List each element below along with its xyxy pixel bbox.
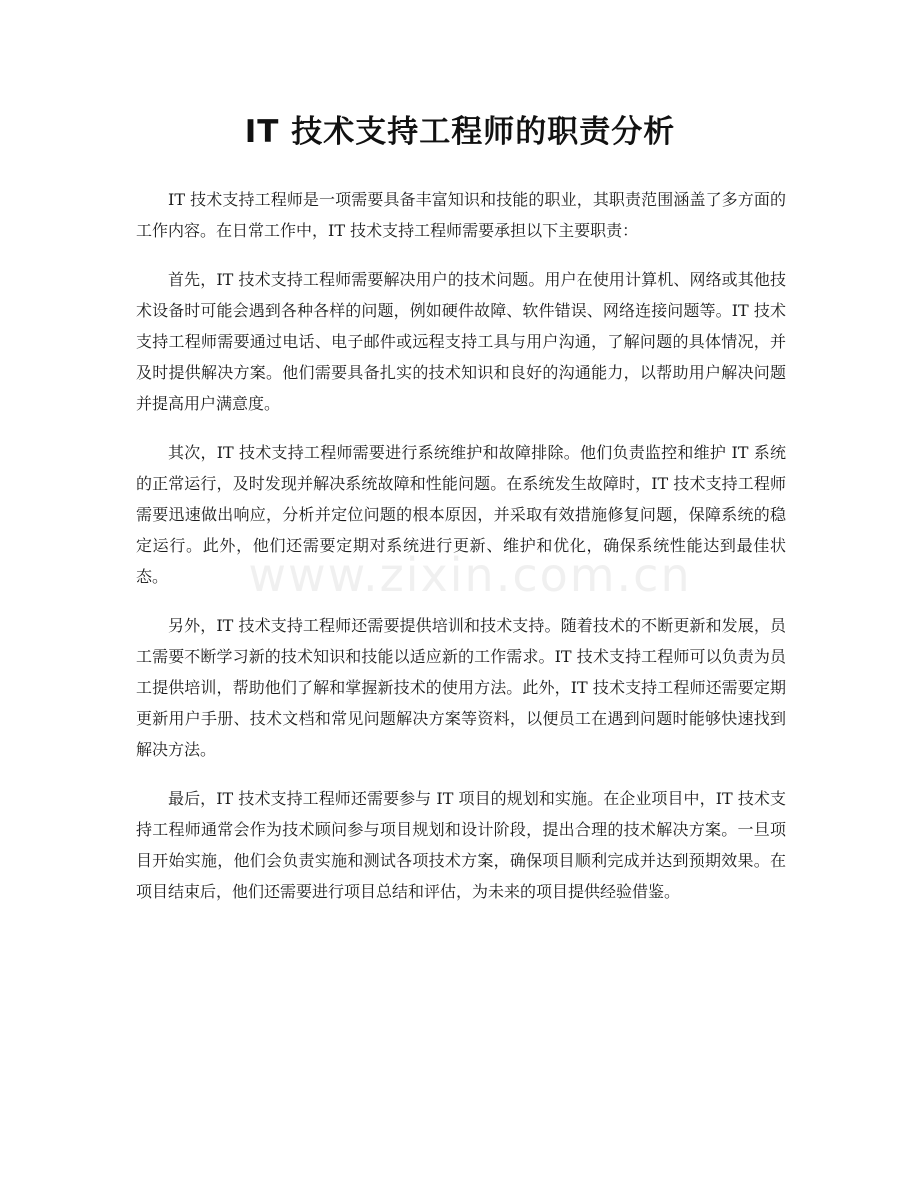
- document-title: IT 技术支持工程师的职责分析: [244, 114, 676, 150]
- paragraph-third-duty: 另外，IT 技术支持工程师还需要提供培训和技术支持。随着技术的不断更新和发展，员工需要不断学习新的技术知识和技能以适应新的工作需求。IT 技术支持工程师可以负责为员工提供培训，帮助他们了解和掌握新技术的使用方法。此外，IT 技术支持工程师还需要定期更新用户手册、技术文档和常见问题解决方案等资料，以便员工在遇到问题时能够快速找到解决方法。: [136, 616, 786, 759]
- paragraph-fourth-duty: 最后，IT 技术支持工程师还需要参与 IT 项目的规划和实施。在企业项目中，IT 技术支持工程师通常会作为技术顾问参与项目规划和设计阶段，提出合理的技术解决方案。一旦项目开始实施，他们会负责实施和测试各项技术方案，确保项目顺利完成并达到预期效果。在项目结束后，他们还需要进行项目总结和评估，为未来的项目提供经验借鉴。: [136, 789, 786, 901]
- paragraph-second-duty: 其次，IT 技术支持工程师需要进行系统维护和故障排除。他们负责监控和维护 IT 系统的正常运行，及时发现并解决系统故障和性能问题。在系统发生故障时，IT 技术支持工程师需要迅速做出响应，分析并定位问题的根本原因，并采取有效措施修复问题，保障系统的稳定运行。此外，他们还需要定期对系统进行更新、维护和优化，确保系统性能达到最佳状态。: [136, 443, 786, 586]
- paragraph-intro: IT 技术支持工程师是一项需要具备丰富知识和技能的职业，其职责范围涵盖了多方面的工作内容。在日常工作中，IT 技术支持工程师需要承担以下主要职责：: [136, 190, 786, 240]
- paragraph-first-duty: 首先，IT 技术支持工程师需要解决用户的技术问题。用户在使用计算机、网络或其他技术设备时可能会遇到各种各样的问题，例如硬件故障、软件错误、网络连接问题等。IT 技术支持工程师需要通过电话、电子邮件或远程支持工具与用户沟通，了解问题的具体情况，并及时提供解决方案。他们需要具备扎实的技术知识和良好的沟通能力，以帮助用户解决问题并提高用户满意度。: [136, 270, 786, 413]
- document-body: [136, 184, 786, 925]
- watermark: www.zixin.com.cn: [248, 548, 692, 602]
